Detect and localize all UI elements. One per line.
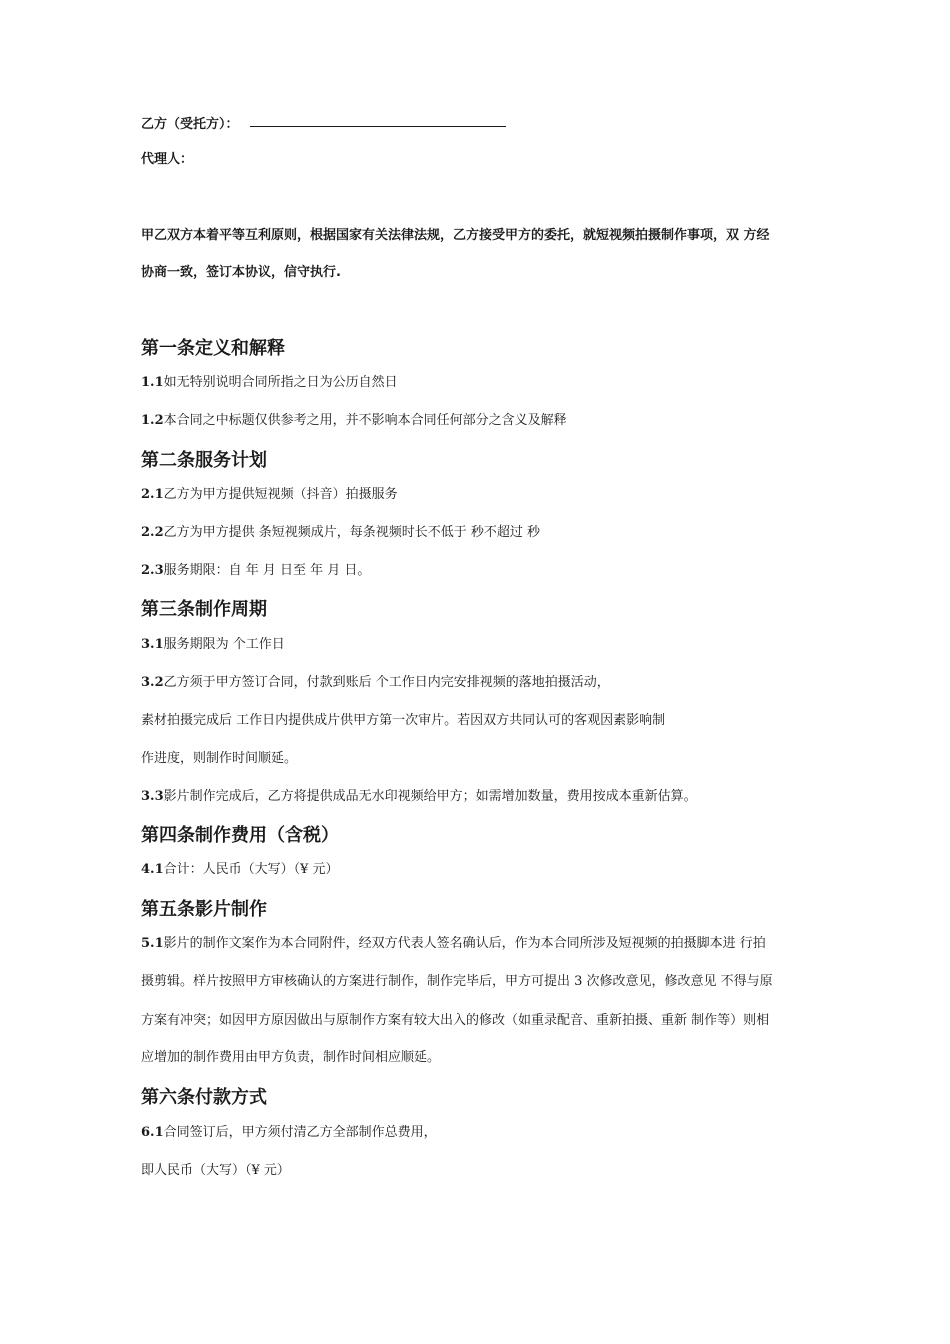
- clause-3-1: [141, 636, 285, 654]
- clause-2-1: [141, 486, 398, 504]
- clause-text: 方案有冲突；如因甲方原因做出与原制作方案有较大出入的修改（如重录配音、重新拍摄、重新 制作等）则相: [141, 1013, 770, 1028]
- agent-label: 代理人：: [141, 152, 194, 167]
- clause-number: 4.1: [141, 862, 164, 877]
- clause-text: 乙方为甲方提供 条短视频成片，每条视频时长不低于 秒不超过 秒: [163, 525, 541, 540]
- clause-text: 本合同之中标题仅供参考之用，并不影响本合同任何部分之含义及解释: [163, 413, 567, 428]
- section-3-title: 第三条制作周期: [141, 599, 267, 620]
- clause-6-1: [141, 1124, 437, 1142]
- party-b-label: 乙方（受托方）：: [141, 117, 239, 132]
- clause-1-1: [141, 374, 398, 392]
- clause-2-3: [141, 562, 370, 580]
- clause-text: 素材拍摄完成后 工作日内提供成片供甲方第一次审片。若因双方共同认可的客观因素影响制: [141, 713, 666, 728]
- clause-text: 影片制作完成后，乙方将提供成品无水印视频给甲方；如需增加数量，费用按成本重新估算。: [163, 789, 697, 804]
- clause-5-1-cont-3: [141, 1049, 440, 1067]
- clause-3-2-cont-1: [141, 712, 665, 730]
- clause-text: 服务期限为 个工作日: [163, 637, 285, 652]
- section-5-title: 第五条影片制作: [141, 899, 267, 920]
- clause-number: 2.3: [141, 563, 164, 578]
- clause-text: 影片的制作文案作为本合同附件，经双方代表人签名确认后，作为本合同所涉及短视频的拍摄脚本进 行拍: [163, 936, 766, 951]
- clause-number: 2.1: [141, 487, 164, 502]
- clause-text: 服务期限：自 年 月 日至 年 月 日。: [163, 563, 371, 578]
- clause-text: 即人民币（大写）（¥ 元）: [141, 1163, 290, 1178]
- clause-number: 1.2: [141, 413, 164, 428]
- section-6-title: 第六条付款方式: [141, 1087, 267, 1108]
- section-1-title: 第一条定义和解释: [141, 338, 285, 359]
- clause-2-2: [141, 524, 540, 542]
- clause-3-2: [141, 674, 610, 692]
- party-b-blank-line: [250, 126, 506, 127]
- section-2-title: 第二条服务计划: [141, 450, 267, 471]
- clause-number: 3.1: [141, 637, 164, 652]
- clause-number: 3.2: [141, 675, 164, 690]
- clause-text: 合同签订后，甲方须付清乙方全部制作总费用，: [163, 1125, 437, 1140]
- clause-text: 应增加的制作费用由甲方负责，制作时间相应顺延。: [141, 1050, 441, 1065]
- clause-text: 乙方须于甲方签订合同，付款到账后 个工作日内完安排视频的落地拍摄活动，: [163, 675, 610, 690]
- clause-1-2: [141, 412, 567, 430]
- clause-text: 如无特别说明合同所指之日为公历自然日: [163, 375, 398, 390]
- clause-number: 2.2: [141, 525, 164, 540]
- section-4-title: 第四条制作费用（含税）: [141, 825, 339, 846]
- clause-number: 1.1: [141, 375, 164, 390]
- clause-5-1: [141, 935, 766, 953]
- clause-3-3: [141, 788, 697, 806]
- clause-text: 作进度，则制作时间顺延。: [141, 751, 298, 766]
- clause-5-1-cont-2: [141, 1012, 769, 1030]
- clause-text: 乙方为甲方提供短视频（抖音）拍摄服务: [163, 487, 398, 502]
- clause-5-1-cont-1: [141, 973, 773, 991]
- clause-4-1: [141, 861, 339, 879]
- clause-number: 6.1: [141, 1125, 164, 1140]
- intro-line-1: 甲乙双方本着平等互利原则，根据国家有关法律法规，乙方接受甲方的委托，就短视频拍摄制作事项，双 方经: [141, 228, 770, 243]
- clause-text: 摄剪辑。样片按照甲方审核确认的方案进行制作，制作完毕后，甲方可提出 3 次修改意见，修改意见 不得与原: [141, 974, 773, 989]
- clause-6-1-cont-1: [141, 1162, 290, 1180]
- clause-number: 3.3: [141, 789, 164, 804]
- intro-line-2: 协商一致，签订本协议，信守执行.: [141, 265, 341, 280]
- clause-3-2-cont-2: [141, 750, 297, 768]
- clause-text: 合计：人民币（大写）（¥ 元）: [163, 862, 339, 877]
- clause-number: 5.1: [141, 936, 164, 951]
